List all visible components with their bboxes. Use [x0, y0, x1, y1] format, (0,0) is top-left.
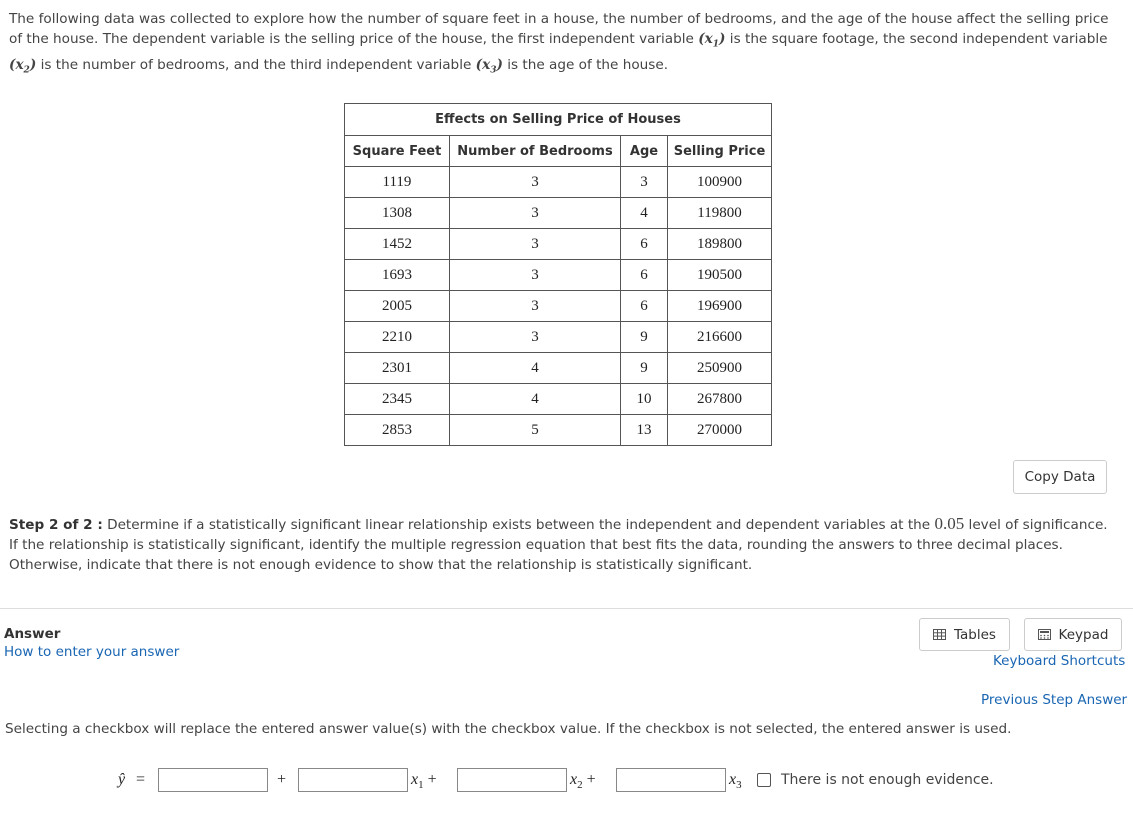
not-enough-evidence-label[interactable]: There is not enough evidence.: [781, 772, 994, 788]
table-cell: 3: [621, 167, 668, 198]
coefficient-x1-input[interactable]: [298, 768, 408, 792]
keypad-label: Keypad: [1058, 626, 1109, 643]
table-cell: 3: [450, 229, 621, 260]
y-hat-symbol: ŷ: [118, 771, 126, 788]
table-row: [345, 322, 772, 353]
x2-term: $x_2$ +: [570, 771, 596, 792]
table-row: [345, 229, 772, 260]
var-x1: $(x_1)$: [698, 31, 726, 50]
table-cell: 5: [450, 415, 621, 446]
table-cell: 3: [450, 322, 621, 353]
table-cell: 4: [450, 353, 621, 384]
table-cell: 10: [621, 384, 668, 415]
previous-step-answer-link[interactable]: Previous Step Answer: [981, 692, 1128, 708]
calculator-icon: [1038, 629, 1051, 640]
table-row: [345, 260, 772, 291]
col-header: Number of Bedrooms: [450, 136, 621, 167]
table-cell: 1693: [345, 260, 450, 291]
table-cell: 4: [621, 198, 668, 229]
keyboard-shortcuts-link[interactable]: Keyboard Shortcuts: [993, 653, 1126, 669]
divider: [0, 608, 1133, 609]
table-cell: 3: [450, 291, 621, 322]
table-cell: 2005: [345, 291, 450, 322]
table-cell: 250900: [668, 353, 772, 384]
data-table: [344, 103, 772, 446]
table-cell: 3: [450, 260, 621, 291]
table-row: [345, 198, 772, 229]
table-cell: 6: [621, 260, 668, 291]
table-cell: 2853: [345, 415, 450, 446]
table-cell: 3: [450, 198, 621, 229]
col-header: Square Feet: [345, 136, 450, 167]
table-row: [345, 384, 772, 415]
significance-level: 0.05: [934, 514, 965, 533]
tables-button[interactable]: [919, 618, 1010, 651]
plus-sign: +: [277, 771, 287, 788]
grid-icon: [933, 629, 946, 640]
equals-sign: =: [136, 771, 146, 788]
table-cell: 100900: [668, 167, 772, 198]
x3-term: $x_3$: [729, 771, 742, 792]
regression-equation-row: [0, 768, 1133, 794]
not-enough-evidence-checkbox[interactable]: [757, 773, 771, 787]
col-header: Selling Price: [668, 136, 772, 167]
table-cell: 2301: [345, 353, 450, 384]
step-instructions: Step 2 of 2 : Determine if a statistically significant linear relationship exists between the independent and dependent variables at the 0.05 level of significance. If the relationship is statistically significant, identify the multiple regression equation that best fits the data, rounding the answers to three decimal places. Otherwise, indicate that there is not enough evidence to show that the relationship is statistically significant.: [9, 514, 1108, 573]
table-cell: 267800: [668, 384, 772, 415]
col-header: Age: [621, 136, 668, 167]
table-header-row: [345, 136, 772, 167]
x1-term: $x_1$ +: [411, 771, 437, 792]
coefficient-x2-input[interactable]: [457, 768, 567, 792]
var-x2: $(x_2)$: [9, 56, 37, 76]
copy-data-button[interactable]: Copy Data: [1013, 460, 1107, 494]
table-cell: 1308: [345, 198, 450, 229]
table-row: [345, 353, 772, 384]
table-cell: 6: [621, 291, 668, 322]
intro-text: The following data was collected to explore how the number of square feet in a house, the number of bedrooms, and the age of the house affect the selling price of the house. The dependent variable is the selling price of the house, the first independent variable: [9, 11, 1109, 47]
var-x3: $(x_3)$: [475, 56, 503, 76]
table-cell: 1452: [345, 229, 450, 260]
table-cell: 2210: [345, 322, 450, 353]
table-cell: 2345: [345, 384, 450, 415]
table-cell: 196900: [668, 291, 772, 322]
table-cell: 9: [621, 322, 668, 353]
step-label: Step 2 of 2 :: [9, 517, 103, 533]
tables-label: Tables: [954, 626, 996, 643]
table-cell: 4: [450, 384, 621, 415]
table-cell: 189800: [668, 229, 772, 260]
table-cell: 9: [621, 353, 668, 384]
how-to-enter-link[interactable]: How to enter your answer: [4, 644, 180, 660]
table-cell: 1119: [345, 167, 450, 198]
checkbox-note: Selecting a checkbox will replace the entered answer value(s) with the checkbox value. If the checkbox is not selected, the entered answer is used.: [5, 721, 1012, 737]
table-row: [345, 415, 772, 446]
table-cell: 270000: [668, 415, 772, 446]
answer-heading: Answer: [4, 626, 61, 642]
coefficient-x3-input[interactable]: [616, 768, 726, 792]
problem-intro: The following data was collected to explore how the number of square feet in a house, the number of bedrooms, and the age of the house affect the selling price of the house. The dependent variable is the selling price of the house, the first independent variable $(x_1)$ is the square footage, the second independent variable $(x_2)$ is the number of bedrooms, and the third independent variable $(x_3)$ is the age of the house.: [9, 11, 1109, 76]
intercept-input[interactable]: [158, 768, 268, 792]
table-caption: Effects on Selling Price of Houses: [345, 104, 772, 136]
table-cell: 3: [450, 167, 621, 198]
table-row: [345, 167, 772, 198]
table-cell: 6: [621, 229, 668, 260]
table-cell: 119800: [668, 198, 772, 229]
table-cell: 13: [621, 415, 668, 446]
table-row: [345, 291, 772, 322]
table-cell: 190500: [668, 260, 772, 291]
keypad-button[interactable]: [1024, 618, 1122, 651]
table-cell: 216600: [668, 322, 772, 353]
